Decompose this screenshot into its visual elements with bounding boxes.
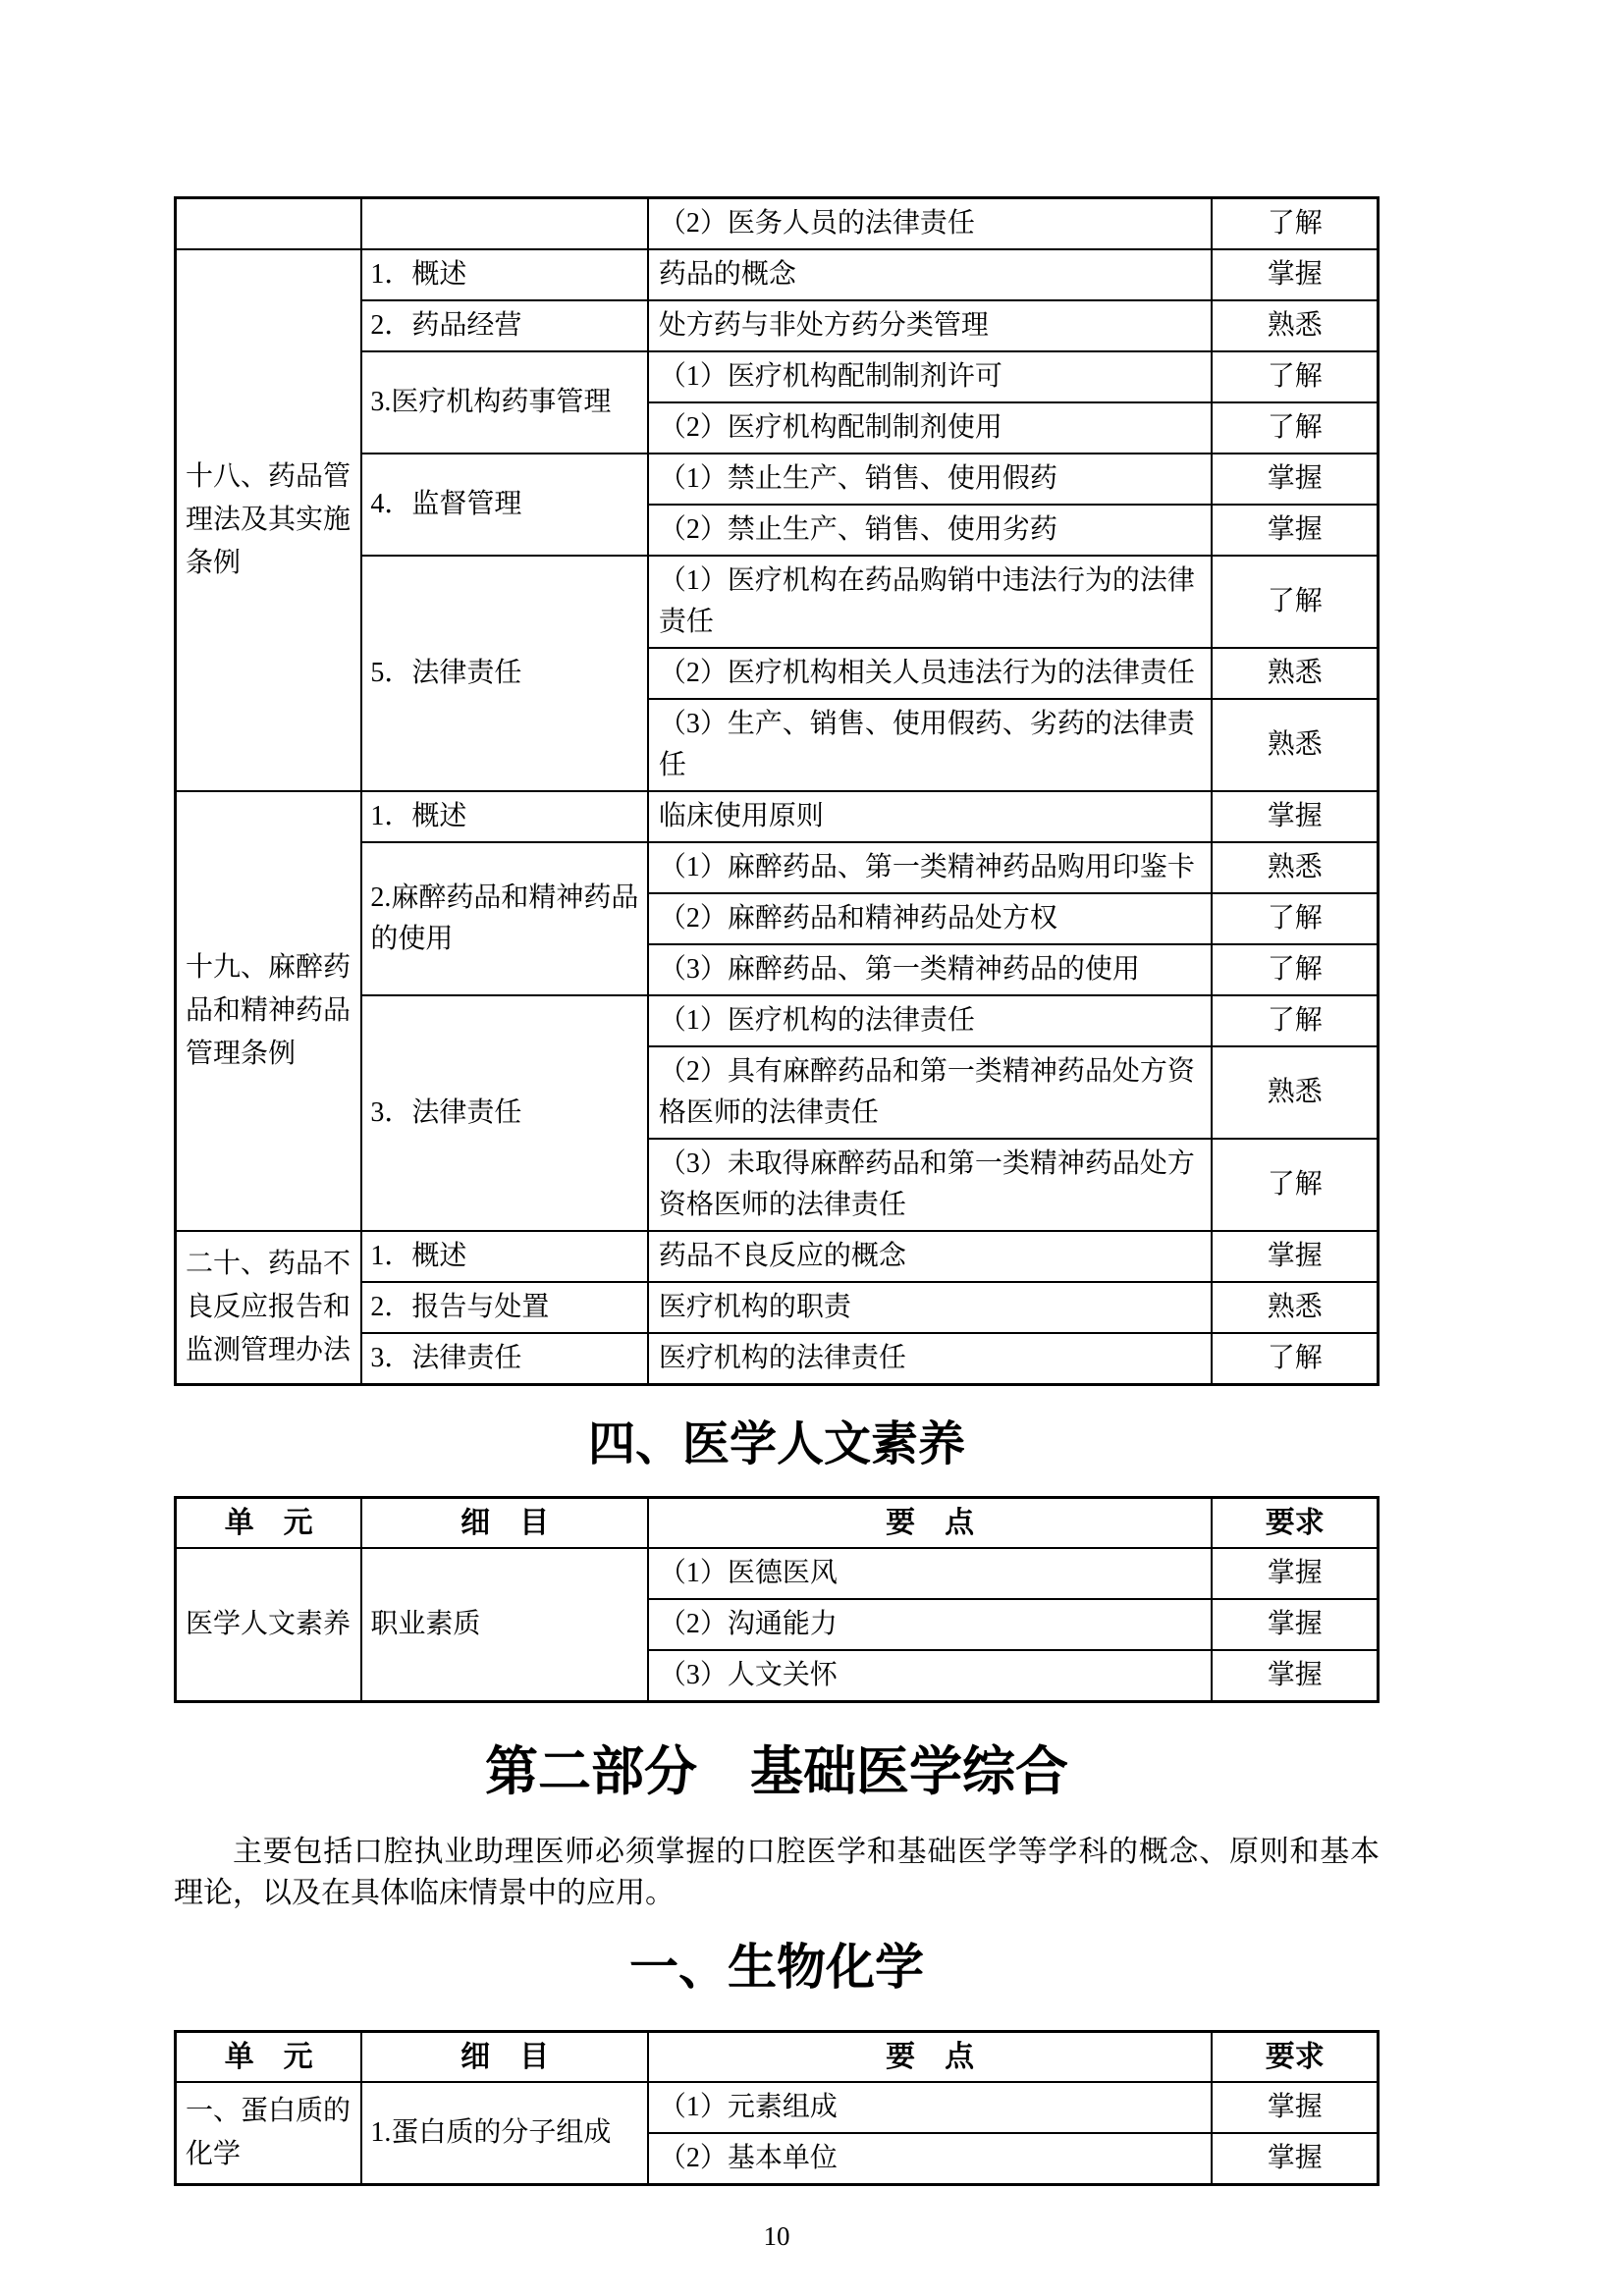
humanities-table [174, 1496, 1380, 1703]
page-content [174, 0, 1380, 2252]
table-row [176, 198, 1379, 250]
detail-cell: 1．概述 [361, 791, 648, 842]
point-cell: （2）医务人员的法律责任 [648, 198, 1213, 250]
unit-cell: 一、蛋白质的化学 [176, 2082, 362, 2185]
point-cell: （3）生产、销售、使用假药、劣药的法律责任 [648, 699, 1213, 791]
unit-cell: 医学人文素养 [176, 1548, 362, 1702]
requirement-cell: 了解 [1212, 1139, 1378, 1231]
point-cell: 医疗机构的职责 [648, 1282, 1213, 1333]
point-cell: 药品的概念 [648, 249, 1213, 300]
point-cell: （2）麻醉药品和精神药品处方权 [648, 893, 1213, 944]
point-cell: （2）禁止生产、销售、使用劣药 [648, 505, 1213, 556]
detail-cell: 2．药品经营 [361, 300, 648, 351]
table-row [176, 1548, 1379, 1599]
header-requirement: 要求 [1212, 1498, 1378, 1549]
requirement-cell: 熟悉 [1212, 1046, 1378, 1139]
requirement-cell: 掌握 [1212, 1548, 1378, 1599]
header-detail: 细 目 [361, 2031, 648, 2082]
detail-cell: 1.蛋白质的分子组成 [361, 2082, 648, 2185]
requirement-cell: 熟悉 [1212, 699, 1378, 791]
requirement-cell: 熟悉 [1212, 842, 1378, 893]
point-cell: （2）沟通能力 [648, 1599, 1213, 1650]
requirement-cell: 了解 [1212, 198, 1378, 250]
section-title-biochemistry: 一、生物化学 [629, 1939, 924, 1995]
section-title-humanities: 四、医学人文素养 [587, 1418, 965, 1470]
point-cell: 处方药与非处方药分类管理 [648, 300, 1213, 351]
requirement-cell: 了解 [1212, 944, 1378, 995]
table-row [176, 249, 1379, 300]
requirement-cell: 掌握 [1212, 249, 1378, 300]
point-cell: （3）未取得麻醉药品和第一类精神药品处方资格医师的法律责任 [648, 1139, 1213, 1231]
requirement-cell: 掌握 [1212, 1599, 1378, 1650]
header-point: 要 点 [648, 2031, 1213, 2082]
table-row [176, 791, 1379, 842]
table-header-row [176, 2031, 1379, 2082]
detail-cell: 2.麻醉药品和精神药品的使用 [361, 842, 648, 995]
detail-cell: 2．报告与处置 [361, 1282, 648, 1333]
point-cell: 药品不良反应的概念 [648, 1231, 1213, 1282]
detail-cell: 1．概述 [361, 249, 648, 300]
requirement-cell: 掌握 [1212, 1650, 1378, 1702]
unit-cell-19: 十九、麻醉药品和精神药品管理条例 [176, 791, 362, 1231]
detail-cell-empty [361, 198, 648, 250]
requirement-cell: 熟悉 [1212, 1282, 1378, 1333]
header-point: 要 点 [648, 1498, 1213, 1549]
requirement-cell: 掌握 [1212, 505, 1378, 556]
point-cell: （1）医疗机构配制制剂许可 [648, 351, 1213, 402]
page-number: 10 [763, 2220, 790, 2251]
requirement-cell: 熟悉 [1212, 648, 1378, 699]
requirement-cell: 了解 [1212, 1333, 1378, 1385]
requirement-cell: 掌握 [1212, 454, 1378, 505]
table-row [176, 1231, 1379, 1282]
header-detail: 细 目 [361, 1498, 648, 1549]
point-cell: （2）基本单位 [648, 2133, 1213, 2185]
detail-cell: 3.医疗机构药事管理 [361, 351, 648, 454]
point-cell: （1）禁止生产、销售、使用假药 [648, 454, 1213, 505]
unit-cell-empty [176, 198, 362, 250]
law-outline-table [174, 196, 1380, 1386]
point-cell: 医疗机构的法律责任 [648, 1333, 1213, 1385]
requirement-cell: 了解 [1212, 351, 1378, 402]
point-cell: （1）麻醉药品、第一类精神药品购用印鉴卡 [648, 842, 1213, 893]
part-title: 第二部分 基础医学综合 [485, 1742, 1068, 1801]
table-header-row [176, 1498, 1379, 1549]
detail-cell: 5．法律责任 [361, 556, 648, 791]
requirement-cell: 了解 [1212, 995, 1378, 1046]
requirement-cell: 熟悉 [1212, 300, 1378, 351]
unit-cell-20: 二十、药品不良反应报告和监测管理办法 [176, 1231, 362, 1385]
point-cell: （2）医疗机构配制制剂使用 [648, 402, 1213, 454]
detail-cell: 1．概述 [361, 1231, 648, 1282]
point-cell: （2）具有麻醉药品和第一类精神药品处方资格医师的法律责任 [648, 1046, 1213, 1139]
point-cell: （1）医疗机构的法律责任 [648, 995, 1213, 1046]
header-unit: 单 元 [176, 2031, 362, 2082]
biochemistry-table [174, 2030, 1380, 2186]
point-cell: （1）元素组成 [648, 2082, 1213, 2133]
requirement-cell: 了解 [1212, 893, 1378, 944]
detail-cell: 3．法律责任 [361, 995, 648, 1231]
requirement-cell: 掌握 [1212, 1231, 1378, 1282]
requirement-cell: 掌握 [1212, 2133, 1378, 2185]
part-intro-paragraph: 主要包括口腔执业助理医师必须掌握的口腔医学和基础医学等学科的概念、原则和基本理论，以及在具体临床情景中的应用。 [174, 1835, 1380, 1909]
header-requirement: 要求 [1212, 2031, 1378, 2082]
requirement-cell: 掌握 [1212, 791, 1378, 842]
header-unit: 单 元 [176, 1498, 362, 1549]
requirement-cell: 了解 [1212, 402, 1378, 454]
detail-cell: 3．法律责任 [361, 1333, 648, 1385]
detail-cell: 职业素质 [361, 1548, 648, 1702]
requirement-cell: 了解 [1212, 556, 1378, 648]
requirement-cell: 掌握 [1212, 2082, 1378, 2133]
unit-cell-18: 十八、药品管理法及其实施条例 [176, 249, 362, 791]
table-row [176, 2082, 1379, 2133]
point-cell: 临床使用原则 [648, 791, 1213, 842]
point-cell: （3）人文关怀 [648, 1650, 1213, 1702]
point-cell: （2）医疗机构相关人员违法行为的法律责任 [648, 648, 1213, 699]
point-cell: （1）医疗机构在药品购销中违法行为的法律责任 [648, 556, 1213, 648]
point-cell: （3）麻醉药品、第一类精神药品的使用 [648, 944, 1213, 995]
detail-cell: 4．监督管理 [361, 454, 648, 556]
point-cell: （1）医德医风 [648, 1548, 1213, 1599]
